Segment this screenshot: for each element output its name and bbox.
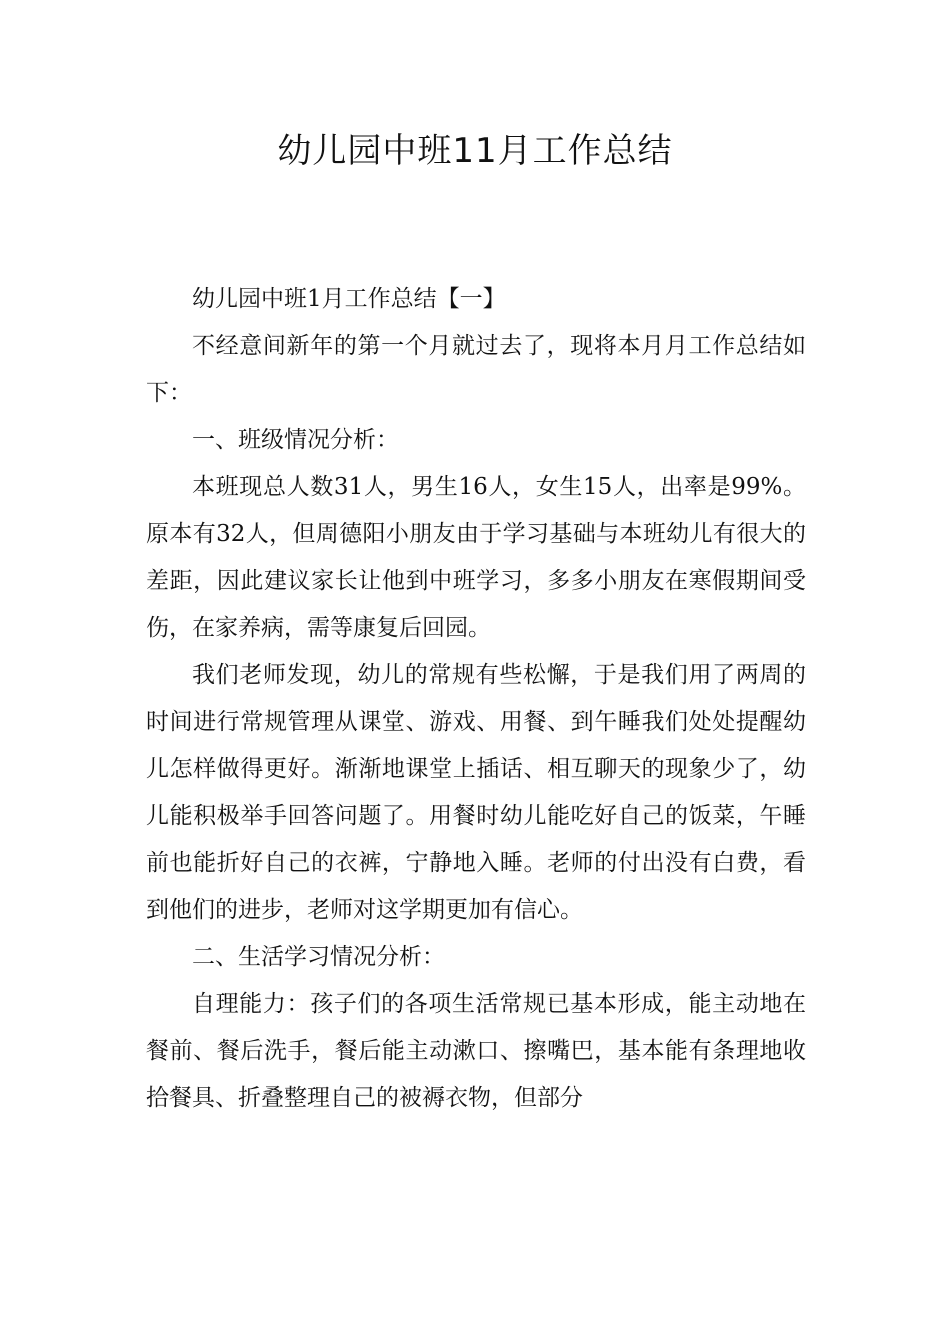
- paragraph: 不经意间新年的第一个月就过去了，现将本月月工作总结如下：: [146, 333, 806, 406]
- section-heading: 幼儿园中班1月工作总结【一】: [192, 286, 506, 312]
- section-heading: 二、生活学习情况分析：: [192, 944, 445, 970]
- paragraph: 本班现总人数31人，男生16人，女生15人，出率是99%。原本有32人，但周德阳小朋友由于学习基础与本班幼儿有很大的差距，因此建议家长让他到中班学习，多多小朋友在寒假期间受伤，在家养病，需等康复后回园。: [146, 474, 806, 641]
- section-heading: 一、班级情况分析：: [192, 427, 399, 453]
- document-body: [146, 276, 806, 1122]
- paragraph: 自理能力：孩子们的各项生活常规已基本形成，能主动地在餐前、餐后洗手，餐后能主动漱口、擦嘴巴，基本能有条理地收拾餐具、折叠整理自己的被褥衣物，但部分: [146, 991, 806, 1111]
- document-title: 幼儿园中班11月工作总结: [277, 131, 673, 171]
- paragraph: 我们老师发现，幼儿的常规有些松懈，于是我们用了两周的时间进行常规管理从课堂、游戏、用餐、到午睡我们处处提醒幼儿怎样做得更好。渐渐地课堂上插话、相互聊天的现象少了，幼儿能积极举手回答问题了。用餐时幼儿能吃好自己的饭菜，午睡前也能折好自己的衣裤，宁静地入睡。老师的付出没有白费，看到他们的进步，老师对这学期更加有信心。: [146, 662, 806, 923]
